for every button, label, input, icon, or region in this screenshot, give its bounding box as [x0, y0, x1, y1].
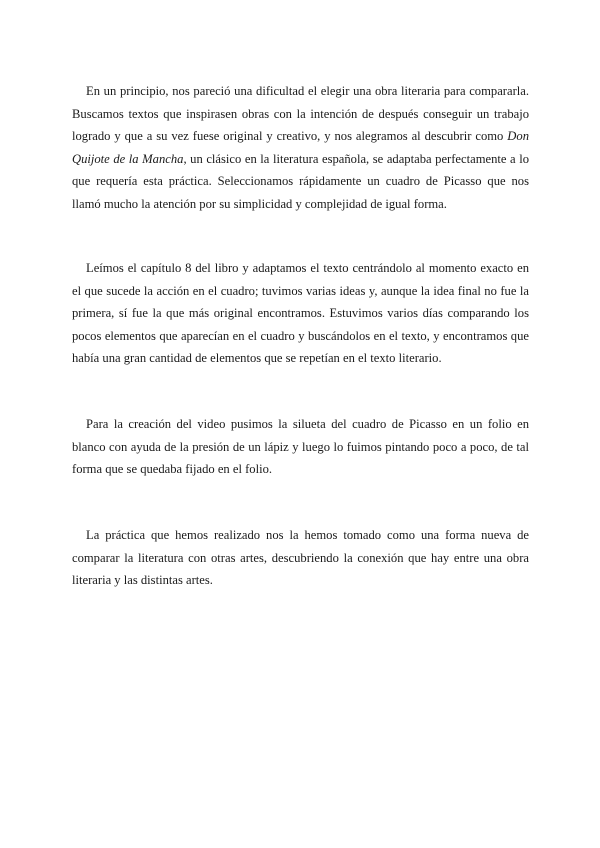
paragraph-1	[72, 80, 529, 216]
paragraph-1-text-start: En un principio, nos pareció una dificultad el elegir una obra literaria para compararla. Buscamos textos que inspirasen obras con la intención de después conseguir un trabajo logrado y que a su vez fuese original y creativo, y nos alegramos al descubrir como	[72, 84, 529, 144]
book-title: Don Quijote de la Mancha	[72, 129, 529, 166]
paragraph-4: La práctica que hemos realizado nos la hemos tomado como una forma nueva de comparar la literatura con otras artes, descubriendo la conexión que hay entre una obra literaria y las distintas artes.	[72, 528, 529, 588]
paragraph-3: Para la creación del video pusimos la silueta del cuadro de Picasso en un folio en blanco con ayuda de la presión de un lápiz y luego lo fuimos pintando poco a poco, de tal forma que se quedaba fijado en el folio.	[72, 417, 529, 477]
paragraph-2: Leímos el capítulo 8 del libro y adaptamos el texto centrándolo al momento exacto en el que sucede la acción en el cuadro; tuvimos varias ideas y, aunque la idea final no fue la primera, sí fue la que más original encontramos. Estuvimos varios días comparando los pocos elementos que aparecían en el cuadro y buscándolos en el texto, y encontramos que había una gran cantidad de elementos que se repetían en el texto literario.	[72, 261, 529, 366]
paragraph-1-text-end: , un clásico en la literatura española, se adaptaba perfectamente a lo que requería esta práctica. Seleccionamos rápidamente un cuadro de Picasso que nos llamó mucho la atención por su simplicidad y complejidad de igual forma.	[72, 151, 529, 211]
